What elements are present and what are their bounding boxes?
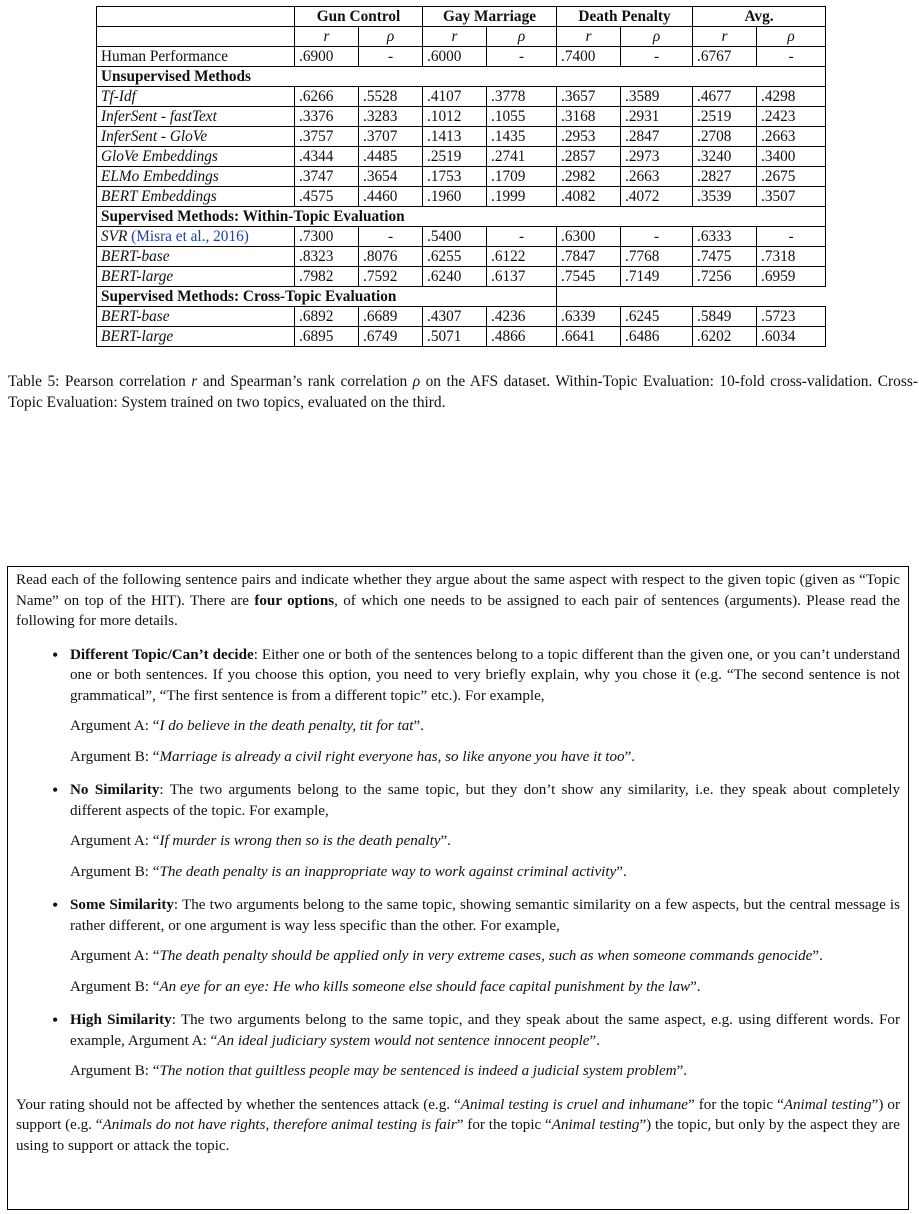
table-cell: .3240 xyxy=(693,147,757,167)
table-cell: .2847 xyxy=(621,127,693,147)
table-cell: .3707 xyxy=(359,127,423,147)
table-cell: .3757 xyxy=(295,127,359,147)
table-cell: .6245 xyxy=(621,307,693,327)
example-argument-b: Argument B: “The notion that guiltless people may be sentenced is indeed a judicial system problem”. xyxy=(70,1063,688,1079)
table-cell: .2982 xyxy=(557,167,621,187)
section-title: Unsupervised Methods xyxy=(97,67,826,87)
table-cell: .4298 xyxy=(757,87,826,107)
topic-header-avg: Avg. xyxy=(693,7,826,27)
table-cell: .6266 xyxy=(295,87,359,107)
table-cell: .2708 xyxy=(693,127,757,147)
table-cell: .4677 xyxy=(693,87,757,107)
table-cell: .6767 xyxy=(693,47,757,67)
table-cell: - xyxy=(757,47,826,67)
table-cell: .7847 xyxy=(557,247,621,267)
options-list xyxy=(16,645,900,1082)
row-label: BERT Embeddings xyxy=(97,187,295,207)
results-table xyxy=(96,6,826,347)
example-argument-a: Argument A: “The death penalty should be applied only in very extreme cases, such as when someone commands genocide”. xyxy=(70,948,823,964)
caption-text: Table 5: Pearson correlation xyxy=(8,373,192,390)
subheader-r: r xyxy=(423,27,487,47)
row-label: BERT-large xyxy=(97,267,295,287)
table-row-human-performance xyxy=(97,47,826,67)
table-cell: .4236 xyxy=(487,307,557,327)
table-cell: .3778 xyxy=(487,87,557,107)
table-cell: .2663 xyxy=(621,167,693,187)
table-cell: .7256 xyxy=(693,267,757,287)
table-cell: .1012 xyxy=(423,107,487,127)
table-header-row xyxy=(97,7,826,27)
table-cell: .3654 xyxy=(359,167,423,187)
option-description: : Either one or both of the sentences belong to a topic different than the given one, or you can’t understand one or both sentences. If you choose this option, you need to very briefly explain, why you chose it (e.g. “The second sentence is not grammatical”, “The first sentence is from a different topic” etc.). For example, xyxy=(70,646,900,704)
section-header-within-topic xyxy=(97,207,826,227)
section-title: Supervised Methods: Cross-Topic Evaluation xyxy=(97,287,557,307)
table-cell: .1753 xyxy=(423,167,487,187)
table-cell: .2931 xyxy=(621,107,693,127)
header-corner xyxy=(97,7,295,27)
intro-bold-text: four options xyxy=(254,592,335,609)
table-cell: .4082 xyxy=(557,187,621,207)
table-cell: .2741 xyxy=(487,147,557,167)
row-label: ELMo Embeddings xyxy=(97,167,295,187)
option-different-topic xyxy=(16,645,900,768)
table-cell: .2519 xyxy=(693,107,757,127)
table-cell: .3657 xyxy=(557,87,621,107)
subheader-r: r xyxy=(557,27,621,47)
subheader-r: r xyxy=(295,27,359,47)
table-cell: .7318 xyxy=(757,247,826,267)
table-cell: .6892 xyxy=(295,307,359,327)
table-cell: .6749 xyxy=(359,327,423,347)
table-cell: .7149 xyxy=(621,267,693,287)
table-cell: .2675 xyxy=(757,167,826,187)
table-cell: .4307 xyxy=(423,307,487,327)
table-cell: .6486 xyxy=(621,327,693,347)
table-cell: .6689 xyxy=(359,307,423,327)
table-cell: - xyxy=(621,47,693,67)
table-cell: .7400 xyxy=(557,47,621,67)
subheader-rho: ρ xyxy=(621,27,693,47)
table-cell: .5723 xyxy=(757,307,826,327)
row-label xyxy=(97,227,295,247)
argument-text: The death penalty should be applied only in very extreme cases, such as when someone commands genocide xyxy=(159,948,813,964)
table-cell: .3539 xyxy=(693,187,757,207)
argument-text: The death penalty is an inappropriate way to work against criminal activity xyxy=(159,863,617,880)
table-cell: .4866 xyxy=(487,327,557,347)
option-no-similarity xyxy=(16,780,900,882)
argument-text: The notion that guiltless people may be sentenced is indeed a judicial system problem xyxy=(159,1063,677,1079)
table-cell: .6900 xyxy=(295,47,359,67)
table-cell: .5528 xyxy=(359,87,423,107)
table-cell: .5849 xyxy=(693,307,757,327)
row-label: InferSent - fastText xyxy=(97,107,295,127)
table-cell: .1709 xyxy=(487,167,557,187)
table-cell: .3283 xyxy=(359,107,423,127)
table-cell: .5071 xyxy=(423,327,487,347)
table-cell: .8076 xyxy=(359,247,423,267)
table-cell: .4107 xyxy=(423,87,487,107)
table-cell: .4485 xyxy=(359,147,423,167)
table-row xyxy=(97,247,826,267)
table-cell: - xyxy=(359,227,423,247)
table-cell: .4575 xyxy=(295,187,359,207)
table-row xyxy=(97,107,826,127)
table-cell: .2973 xyxy=(621,147,693,167)
table-row xyxy=(97,127,826,147)
option-label: High Similarity xyxy=(70,1012,172,1028)
argument-text: I do believe in the death penalty, tit for tat xyxy=(159,718,414,734)
row-label: InferSent - GloVe xyxy=(97,127,295,147)
argument-text: An eye for an eye: He who kills someone else should face capital punishment by the law xyxy=(159,978,691,995)
table-cell: .7545 xyxy=(557,267,621,287)
option-description: : The two arguments belong to the same topic, and they speak about the same aspect, e.g. using different words. For example, Argument A: “ xyxy=(70,1012,900,1049)
table-cell: .2519 xyxy=(423,147,487,167)
table-cell: .1413 xyxy=(423,127,487,147)
option-high-similarity: • High Similarity: The two arguments belong to the same topic, and they speak about the same aspect, e.g. using different words. For example, Argument A: “An ideal judiciary system would not sentence innocent people”. Argument B: “The notion that guiltless people may be sentenced is indeed a judicial system problem”. xyxy=(16,1010,900,1082)
option-label: No Similarity xyxy=(70,782,160,798)
intro-text: Read each of the following sentence pairs and indicate whether they argue about the same aspect with respect to the given topic (given as “Topic Name” on top of the HIT). There are xyxy=(16,572,900,609)
table-cell: .7982 xyxy=(295,267,359,287)
table-row xyxy=(97,307,826,327)
table-row xyxy=(97,167,826,187)
subheader-rho: ρ xyxy=(359,27,423,47)
table-cell: .7300 xyxy=(295,227,359,247)
example-argument-b: Argument B: “The death penalty is an inappropriate way to work against criminal activity”. xyxy=(70,863,627,880)
option-description: : The two arguments belong to the same topic, showing semantic similarity on a few aspects, but the central message is rather different, or one argument is way less specific than the other. For example, xyxy=(70,897,900,934)
row-label: Human Performance xyxy=(97,47,295,67)
table-row xyxy=(97,267,826,287)
table-cell: .6000 xyxy=(423,47,487,67)
section-header-cross-topic xyxy=(97,287,826,307)
table-cell: - xyxy=(621,227,693,247)
row-label: BERT-large xyxy=(97,327,295,347)
row-label: Tf-Idf xyxy=(97,87,295,107)
table-cell: .6339 xyxy=(557,307,621,327)
section-filler xyxy=(557,287,826,307)
caption-text: and Spearman’s rank correlation xyxy=(197,373,413,390)
table-cell: .2953 xyxy=(557,127,621,147)
table-cell: .1435 xyxy=(487,127,557,147)
caption-symbol-rho: ρ xyxy=(412,373,421,390)
table-cell: .6137 xyxy=(487,267,557,287)
option-label: Some Similarity xyxy=(70,897,174,913)
table-subheader-row xyxy=(97,27,826,47)
table-caption xyxy=(8,371,918,413)
table-cell: .6300 xyxy=(557,227,621,247)
row-label: GloVe Embeddings xyxy=(97,147,295,167)
method-name: SVR xyxy=(101,228,128,245)
table-cell: - xyxy=(487,227,557,247)
instructions-intro xyxy=(16,570,900,632)
table-cell: .2857 xyxy=(557,147,621,167)
table-cell: - xyxy=(487,47,557,67)
argument-text: Marriage is already a civil right everyone has, so like anyone you have it too xyxy=(159,748,625,765)
example-argument-b: Argument B: “Marriage is already a civil right everyone has, so like anyone you have it too”. xyxy=(70,748,636,765)
subheader-rho: ρ xyxy=(757,27,826,47)
table-cell: .7592 xyxy=(359,267,423,287)
table-cell: .6641 xyxy=(557,327,621,347)
citation-link[interactable]: (Misra et al., 2016) xyxy=(131,228,249,245)
argument-text: An ideal judiciary system would not sentence innocent people xyxy=(217,1032,590,1049)
table-cell: .1960 xyxy=(423,187,487,207)
argument-text: If murder is wrong then so is the death penalty xyxy=(159,833,441,849)
table-cell: .6895 xyxy=(295,327,359,347)
table-cell: .3376 xyxy=(295,107,359,127)
table-cell: .8323 xyxy=(295,247,359,267)
section-header-unsupervised xyxy=(97,67,826,87)
topic-header-gun-control: Gun Control xyxy=(295,7,423,27)
table-cell: .7475 xyxy=(693,247,757,267)
table-cell: .5400 xyxy=(423,227,487,247)
topic-header-death-penalty: Death Penalty xyxy=(557,7,693,27)
table-cell: .3747 xyxy=(295,167,359,187)
table-cell: .3589 xyxy=(621,87,693,107)
table-cell: .6202 xyxy=(693,327,757,347)
table-cell: .2423 xyxy=(757,107,826,127)
table-cell: .6333 xyxy=(693,227,757,247)
table-cell: .1055 xyxy=(487,107,557,127)
table-row xyxy=(97,327,826,347)
example-argument-a: Argument A: “I do believe in the death penalty, tit for tat”. xyxy=(70,718,424,734)
example-argument-a: Argument A: “If murder is wrong then so is the death penalty”. xyxy=(70,833,451,849)
subheader-corner xyxy=(97,27,295,47)
table-row xyxy=(97,227,826,247)
table-row xyxy=(97,187,826,207)
topic-header-gay-marriage: Gay Marriage xyxy=(423,7,557,27)
table-row xyxy=(97,87,826,107)
table-cell: .6959 xyxy=(757,267,826,287)
annotation-instructions-box xyxy=(7,566,909,1210)
table-cell: .3507 xyxy=(757,187,826,207)
table-cell: .3400 xyxy=(757,147,826,167)
section-title: Supervised Methods: Within-Topic Evaluation xyxy=(97,207,826,227)
table-cell: .6240 xyxy=(423,267,487,287)
option-label: Different Topic/Can’t decide xyxy=(70,646,254,663)
table-cell: .4072 xyxy=(621,187,693,207)
table-cell: .4344 xyxy=(295,147,359,167)
table-cell: .4460 xyxy=(359,187,423,207)
results-table-container xyxy=(96,6,825,347)
instructions-outro: Your rating should not be affected by whether the sentences attack (e.g. “Animal testing is cruel and inhumane” for the topic “Animal testing”) or support (e.g. “Animals do not have rights, therefore animal testing is fair” for the topic “Animal testing”) the topic, but only by the aspect they are using to support or attack the topic. xyxy=(16,1096,900,1154)
option-some-similarity xyxy=(16,895,900,997)
example-argument-b: Argument B: “An eye for an eye: He who kills someone else should face capital punishment by the law”. xyxy=(70,978,701,995)
table-cell: .6122 xyxy=(487,247,557,267)
table-cell: - xyxy=(757,227,826,247)
table-cell: .6034 xyxy=(757,327,826,347)
intro-text: , of which one needs to be assigned to each pair of sentences (arguments). Please read the following for more details. xyxy=(16,592,900,629)
subheader-r: r xyxy=(693,27,757,47)
caption-text: on the AFS dataset. Within-Topic Evaluation: 10-fold cross-validation. Cross-Topic Evaluation: System trained on two topics, evaluated on the third. xyxy=(8,373,918,411)
table-cell: .2663 xyxy=(757,127,826,147)
subheader-rho: ρ xyxy=(487,27,557,47)
table-cell: .1999 xyxy=(487,187,557,207)
table-cell: .2827 xyxy=(693,167,757,187)
table-cell: .3168 xyxy=(557,107,621,127)
option-description: : The two arguments belong to the same topic, but they don’t show any similarity, i.e. they speak about completely different aspects of the topic. For example, xyxy=(70,782,900,819)
table-cell: - xyxy=(359,47,423,67)
row-label: BERT-base xyxy=(97,307,295,327)
row-label: BERT-base xyxy=(97,247,295,267)
caption-symbol-r: r xyxy=(191,373,198,390)
table-cell: .6255 xyxy=(423,247,487,267)
table-cell: .7768 xyxy=(621,247,693,267)
table-row xyxy=(97,147,826,167)
